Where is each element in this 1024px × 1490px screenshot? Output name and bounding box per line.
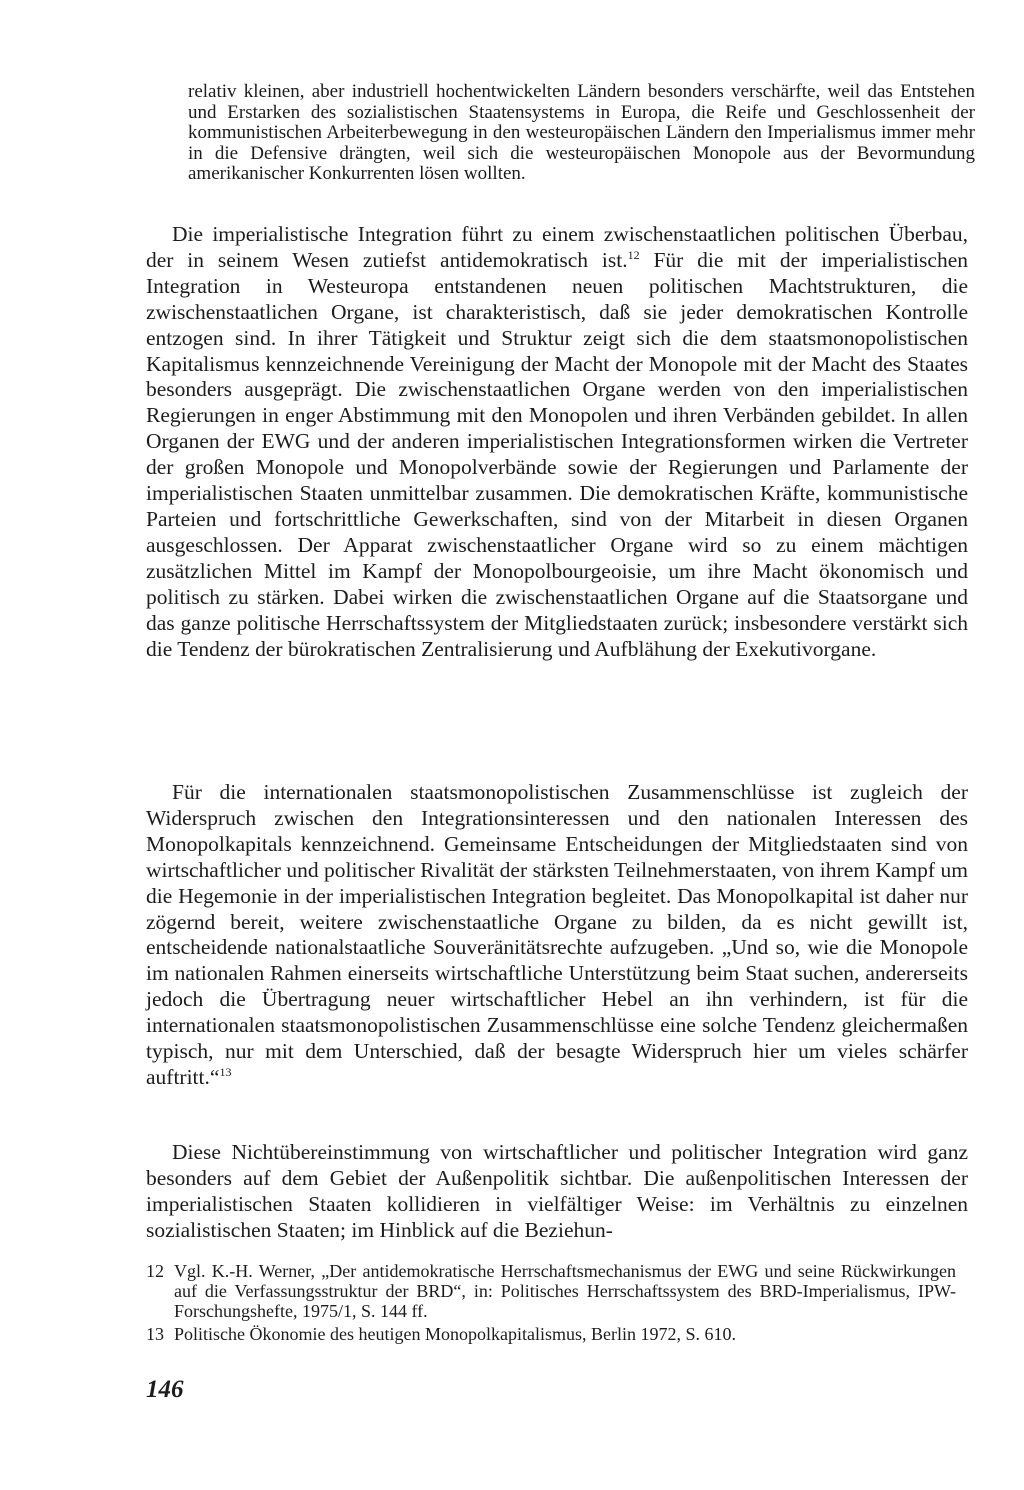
page-number: 146 (146, 1376, 184, 1403)
paragraph-1-text-a: Die imperialistische Integration führt zu einem zwischenstaatlichen politischen Überbau, der in seinem Wesen zutiefst antidemokratisch ist. (146, 222, 968, 272)
footnote-12 (146, 1262, 956, 1321)
footnote-ref-13: 13 (219, 1064, 232, 1079)
footnote-text: Politische Ökonomie des heutigen Monopolkapitalismus, Berlin 1972, S. 610. (174, 1324, 736, 1345)
footnote-13 (146, 1325, 956, 1345)
footnotes (146, 1262, 956, 1349)
body-paragraph-1 (146, 222, 968, 662)
footnote-number: 12 (146, 1261, 164, 1281)
paragraph-1-text-b: Für die mit der imperialistischen Integration in Westeuropa entstandenen neuen politischen Machtstrukturen, die zwischenstaatlichen Organe, ist charakteristisch, daß sie jeder demokratischen Kontrolle entzogen sind. In ihrer Tätigkeit und Struktur zeigt sich die dem staatsmonopolistischen Kapitalismus kennzeichnende Vereinigung der Macht der Monopole mit der Macht des Staates besonders ausgeprägt. Die zwischenstaatlichen Organe werden von den imperialistischen Regierungen in enger Abstimmung mit den Monopolen und ihren Verbänden gebildet. In allen Organen der EWG und der anderen imperialistischen Integrationsformen wirken die Vertreter der großen Monopole und Monopolverbände sowie der Regierungen und Parlamente der imperialistischen Staaten unmittelbar zusammen. Die demokratischen Kräfte, kommunistische Parteien und fortschrittliche Gewerkschaften, sind von der Mitarbeit in diesen Organen ausgeschlossen. Der Apparat zwischenstaatlicher Organe wird so zu einem mächtigen zusätzlichen Mittel im Kampf der Monopolbourgeoisie, um ihre Macht ökonomisch und politisch zu stärken. Dabei wirken die zwischenstaatlichen Organe auf die Staatsorgane und das ganze politische Herrschaftssystem der Mitgliedstaaten zurück; insbesondere verstärkt sich die Tendenz der bürokratischen Zentralisierung und Aufblähung der Exekutivorgane. (146, 247, 968, 661)
body-paragraph-2 (146, 780, 968, 1091)
footnote-ref-12: 12 (627, 247, 640, 262)
footnote-number: 13 (146, 1324, 164, 1345)
footnote-text: Vgl. K.-H. Werner, „Der antidemokratische Herrschaftsmechanismus der EWG und seine Rückwirkungen auf die Verfassungsstruktur der BRD“, in: Politisches Herrschaftssystem des BRD-Imperialismus, IPW-Forschungshefte, 1975/1, S. 144 ff. (174, 1261, 956, 1321)
paragraph-2-text: Für die internationalen staatsmonopolistischen Zusammenschlüsse ist zugleich der Widerspruch zwischen den Integrationsinteressen und den nationalen Interessen des Monopolkapitals kennzeichnend. Gemeinsame Entscheidungen der Mitgliedstaaten sind von wirtschaftlicher und politischer Rivalität der stärksten Teilnehmerstaaten, von ihrem Kampf um die Hegemonie in der imperialistischen Integration begleitet. Das Monopolkapital ist daher nur zögernd bereit, weitere zwischenstaatliche Organe zu bilden, da es nicht gewillt ist, entscheidende nationalstaatliche Souveränitätsrechte aufzugeben. „Und so, wie die Monopole im nationalen Rahmen einerseits wirtschaftliche Unterstützung beim Staat suchen, andererseits jedoch die Übertragung neuer wirtschaftlicher Hebel an ihn verhindern, ist für die internationalen staatsmonopolistischen Zusammenschlüsse eine solche Tendenz gleichermaßen typisch, nur mit dem Unterschied, daß der besagte Widerspruch hier um vieles schärfer auftritt.“ (146, 780, 968, 1089)
body-paragraph-3: Diese Nichtübereinstimmung von wirtschaftlicher und politischer Integration wird ganz besonders auf dem Gebiet der Außenpolitik sichtbar. Die außenpolitischen Interessen der imperialistischen Staaten kollidieren in vielfältiger Weise: im Verhältnis zu einzelnen sozialistischen Staaten; im Hinblick auf die Beziehun- (146, 1140, 968, 1242)
quote-paragraph: relativ kleinen, aber industriell hochentwickelten Ländern besonders verschärfte, weil das Entstehen und Erstarken des sozialistischen Staatensystems in Europa, die Reife und Geschlossenheit der kommunistischen Arbeiterbewegung in den westeuropäischen Ländern den Imperialismus immer mehr in die Defensive drängten, weil sich die westeuropäischen Monopole aus der Bevormundung amerikanischer Konkurrenten lösen wollten. (188, 81, 975, 185)
